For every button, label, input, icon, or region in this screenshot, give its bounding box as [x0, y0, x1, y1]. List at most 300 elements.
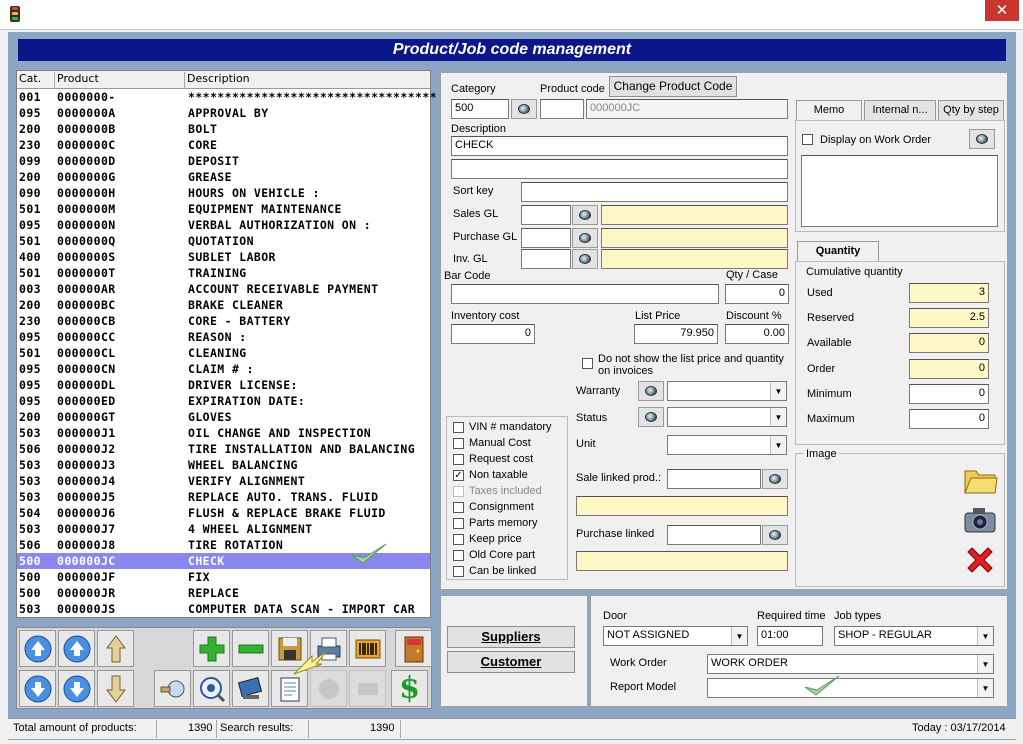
cell-cat: 095	[19, 362, 41, 376]
page-up-icon[interactable]	[19, 630, 56, 667]
cell-description: DEPOSIT	[188, 154, 240, 168]
table-row[interactable]	[17, 377, 430, 393]
option-checkbox-label: Consignment	[469, 501, 534, 513]
disabled-tool-icon-2	[349, 670, 386, 707]
table-row[interactable]	[17, 233, 430, 249]
discount-field[interactable]: 0.00	[725, 324, 789, 344]
option-checkbox[interactable]: ✓	[454, 470, 463, 481]
quantity-panel	[795, 261, 1005, 445]
warranty-label: Warranty	[576, 385, 621, 397]
available-field: 0	[909, 333, 989, 353]
cell-description: FIX	[188, 570, 210, 584]
order-field: 0	[909, 359, 989, 379]
lookup-icon	[518, 104, 530, 114]
unit-label: Unit	[576, 438, 596, 450]
status-bar	[8, 718, 1016, 739]
cell-product: 000000CC	[57, 330, 116, 344]
cell-product: 000000JF	[57, 570, 116, 584]
sale-linked-field[interactable]	[667, 469, 761, 489]
memo-panel	[795, 120, 1005, 232]
work-order-value: WORK ORDER	[711, 657, 788, 669]
cell-cat: 506	[19, 538, 41, 552]
cell-description: GREASE	[188, 170, 232, 184]
cell-product: 0000000G	[57, 170, 116, 184]
table-row[interactable]	[17, 473, 430, 489]
cell-product: 000000J5	[57, 490, 116, 504]
cumulative-quantity-label: Cumulative quantity	[806, 266, 903, 278]
purchase-linked-field[interactable]	[667, 525, 761, 545]
lookup-icon	[976, 134, 988, 144]
cell-description: SUBLET LABOR	[188, 250, 276, 264]
table-row[interactable]	[17, 425, 430, 441]
description-field[interactable]: CHECK	[451, 136, 788, 156]
status-label: Status	[576, 412, 608, 424]
product-code-label: Product code	[540, 83, 605, 95]
purchase-gl-lookup-button[interactable]	[572, 228, 598, 248]
product-list[interactable]	[16, 70, 438, 618]
cell-description: TRAINING	[188, 266, 247, 280]
table-row[interactable]	[17, 457, 430, 473]
category-field[interactable]: 500	[451, 99, 509, 119]
search-results-label: Search results:	[220, 722, 294, 734]
sort-key-label: Sort key	[453, 185, 494, 197]
cell-description: VERBAL AUTHORIZATION ON :	[188, 218, 372, 232]
table-row[interactable]	[17, 345, 430, 361]
table-row[interactable]	[17, 313, 430, 329]
option-checkbox-label: Request cost	[469, 453, 534, 465]
table-row[interactable]	[17, 265, 430, 281]
cell-cat: 095	[19, 106, 41, 120]
inv-gl-label: Inv. GL	[453, 253, 488, 265]
option-checkbox	[453, 486, 464, 497]
category-lookup-button[interactable]	[511, 99, 537, 119]
chevron-down-icon: ▼	[770, 408, 786, 426]
table-row[interactable]	[17, 601, 430, 617]
bar-code-field[interactable]	[451, 284, 719, 304]
cell-description: ACCOUNT RECEIVABLE PAYMENT	[188, 282, 379, 296]
report-model-label: Report Model	[610, 681, 677, 693]
cell-product: 000000J6	[57, 506, 116, 520]
sales-gl-lookup-button[interactable]	[572, 205, 598, 225]
work-order-panel	[590, 595, 1008, 707]
maximum-label: Maximum	[807, 413, 855, 425]
cell-description: CLAIM # :	[188, 362, 254, 376]
discount-label: Discount %	[726, 310, 782, 322]
cell-description: 4 WHEEL ALIGNMENT	[188, 522, 313, 536]
table-row[interactable]	[17, 585, 430, 601]
option-checkbox-label: Manual Cost	[469, 437, 531, 449]
cell-description: CLEANING	[188, 346, 247, 360]
minimum-label: Minimum	[807, 388, 852, 400]
cell-cat: 095	[19, 330, 41, 344]
cell-description: OIL CHANGE AND INSPECTION	[188, 426, 372, 440]
search-results-value: 1390	[370, 722, 395, 734]
list-price-label: List Price	[635, 310, 681, 322]
maximum-field[interactable]: 0	[909, 409, 989, 429]
job-types-label: Job types	[834, 610, 882, 622]
inventory-cost-field[interactable]: 0	[451, 324, 535, 344]
purchase-gl-field[interactable]	[521, 228, 571, 248]
cell-product: 0000000S	[57, 250, 116, 264]
cell-description: TIRE INSTALLATION AND BALANCING	[188, 442, 416, 456]
cell-description: DRIVER LICENSE:	[188, 378, 298, 392]
cell-cat: 400	[19, 250, 41, 264]
checkmark-icon	[350, 541, 388, 567]
product-code-display: 000000JC	[586, 99, 788, 119]
remove-icon[interactable]	[232, 630, 269, 667]
option-checkbox-label: Taxes included	[469, 485, 542, 497]
door-value: NOT ASSIGNED	[607, 629, 690, 641]
lookup-icon	[579, 210, 591, 220]
lookup-icon	[645, 386, 657, 396]
status-dropdown[interactable]	[667, 407, 787, 427]
image-panel	[795, 448, 1005, 587]
option-checkbox-label: VIN # mandatory	[469, 421, 552, 433]
cell-cat: 200	[19, 410, 41, 424]
chevron-down-icon: ▼	[977, 679, 993, 697]
barcode-icon[interactable]	[349, 630, 386, 667]
cell-cat: 503	[19, 490, 41, 504]
cell-cat: 503	[19, 602, 41, 616]
table-row[interactable]	[17, 393, 430, 409]
table-row[interactable]	[17, 441, 430, 457]
memo-lookup-button[interactable]	[969, 129, 995, 149]
window-titlebar	[0, 0, 1023, 30]
table-row[interactable]	[17, 409, 430, 425]
cell-cat: 503	[19, 426, 41, 440]
column-header-description[interactable]: Description	[187, 72, 250, 85]
cell-description: HOURS ON VEHICLE :	[188, 186, 320, 200]
chevron-down-icon: ▼	[977, 627, 993, 645]
preview-eye-icon[interactable]	[193, 670, 230, 707]
list-header	[17, 71, 430, 89]
cell-cat: 200	[19, 170, 41, 184]
sale-linked-label: Sale linked prod.:	[576, 472, 661, 484]
option-checkbox[interactable]	[453, 534, 464, 545]
cell-cat: 099	[19, 154, 41, 168]
cell-product: 000000J1	[57, 426, 116, 440]
option-checkbox[interactable]	[453, 550, 464, 561]
dollar-icon[interactable]: $	[391, 670, 428, 707]
cell-cat: 200	[19, 122, 41, 136]
cell-description: CORE	[188, 138, 218, 152]
column-header-cat[interactable]: Cat.	[19, 72, 55, 88]
table-row[interactable]	[17, 201, 430, 217]
table-row[interactable]	[17, 217, 430, 233]
cell-description: BOLT	[188, 122, 218, 136]
table-row[interactable]	[17, 185, 430, 201]
list-rows	[17, 89, 438, 617]
available-label: Available	[807, 337, 852, 349]
cell-product: 0000000N	[57, 218, 116, 232]
cell-product: 000000JS	[57, 602, 116, 616]
memo-textarea[interactable]	[801, 155, 998, 227]
inventory-cost-label: Inventory cost	[451, 310, 520, 322]
list-toolbar	[16, 627, 432, 709]
options-checkbox-group	[446, 416, 568, 580]
cell-product: 0000000-	[57, 90, 116, 104]
product-code-field[interactable]	[540, 99, 584, 119]
option-checkbox[interactable]	[453, 518, 464, 529]
cell-product: 000000AR	[57, 282, 116, 296]
cell-cat: 500	[19, 554, 41, 568]
option-checkbox-label: Keep price	[469, 533, 522, 545]
tab-memo[interactable]: Memo	[796, 100, 862, 120]
cell-product: 000000ED	[57, 394, 116, 408]
warranty-dropdown[interactable]	[667, 381, 787, 401]
table-row[interactable]	[17, 169, 430, 185]
purchase-gl-label: Purchase GL	[453, 231, 518, 243]
traffic-light-icon	[10, 6, 20, 22]
total-products-value: 1390	[188, 722, 213, 734]
cell-description: **********************************	[188, 90, 438, 104]
chevron-down-icon: ▼	[770, 436, 786, 454]
cell-description: CORE - BATTERY	[188, 314, 291, 328]
cell-product: 0000000Q	[57, 234, 116, 248]
inv-gl-field[interactable]	[521, 249, 571, 269]
cell-product: 0000000D	[57, 154, 116, 168]
cell-cat: 095	[19, 378, 41, 392]
cell-description: GLOVES	[188, 410, 232, 424]
row-down-icon[interactable]	[58, 670, 95, 707]
lookup-icon	[579, 254, 591, 264]
work-order-label: Work Order	[610, 657, 667, 669]
table-row[interactable]	[17, 121, 430, 137]
chevron-down-icon: ▼	[770, 382, 786, 400]
cell-product: 000000J2	[57, 442, 116, 456]
status-lookup-button[interactable]	[638, 407, 664, 427]
option-checkbox-label: Can be linked	[469, 565, 537, 577]
sort-key-field[interactable]	[521, 182, 788, 202]
cell-product: 0000000H	[57, 186, 116, 200]
option-checkbox[interactable]	[453, 566, 464, 577]
cell-cat: 501	[19, 346, 41, 360]
cell-cat: 503	[19, 522, 41, 536]
cell-product: 000000J3	[57, 458, 116, 472]
lookup-icon	[769, 474, 781, 484]
window-close-button[interactable]: ✕	[985, 0, 1019, 21]
used-label: Used	[807, 287, 833, 299]
cell-description: BRAKE CLEANER	[188, 298, 284, 312]
table-row[interactable]	[17, 361, 430, 377]
sales-gl-description	[601, 205, 788, 225]
cell-cat: 230	[19, 138, 41, 152]
job-types-dropdown[interactable]	[834, 626, 994, 646]
cell-product: 0000000A	[57, 106, 116, 120]
image-label: Image	[806, 448, 837, 460]
table-row[interactable]	[17, 281, 430, 297]
inv-gl-description	[601, 249, 788, 269]
report-model-dropdown[interactable]	[707, 678, 994, 698]
change-product-code-button[interactable]: Change Product Code	[609, 76, 737, 97]
cell-description: EQUIPMENT MAINTENANCE	[188, 202, 342, 216]
lookup-icon	[645, 412, 657, 422]
option-checkbox-label: Parts memory	[469, 517, 538, 529]
monitor-icon[interactable]	[232, 670, 269, 707]
cell-product: 0000000T	[57, 266, 116, 280]
cell-description: APPROVAL BY	[188, 106, 269, 120]
option-checkbox[interactable]	[453, 454, 464, 465]
table-row[interactable]	[17, 297, 430, 313]
cell-product: 0000000M	[57, 202, 116, 216]
cell-cat: 501	[19, 266, 41, 280]
search-icon[interactable]	[154, 670, 191, 707]
minimum-field[interactable]: 0	[909, 384, 989, 404]
cell-cat: 501	[19, 202, 41, 216]
sales-gl-label: Sales GL	[453, 208, 499, 220]
add-icon[interactable]	[193, 630, 230, 667]
cell-cat: 003	[19, 282, 41, 296]
cell-cat: 501	[19, 234, 41, 248]
qty-case-field[interactable]: 0	[725, 284, 789, 304]
option-checkbox-label: Old Core part	[469, 549, 536, 561]
cell-cat: 230	[19, 314, 41, 328]
cell-cat: 506	[19, 442, 41, 456]
purchase-gl-description	[601, 228, 788, 248]
order-label: Order	[807, 363, 836, 375]
tab-qty-by-step[interactable]: Qty by step	[938, 100, 1004, 120]
product-form	[440, 72, 1008, 590]
cell-product: 000000J4	[57, 474, 116, 488]
total-products-label: Total amount of products:	[13, 722, 137, 734]
door-dropdown[interactable]	[603, 626, 748, 646]
cell-product: 000000JC	[57, 554, 116, 568]
work-order-dropdown[interactable]	[707, 654, 994, 674]
door-label: Door	[603, 610, 627, 622]
cell-description: REASON :	[188, 330, 247, 344]
category-label: Category	[451, 83, 496, 95]
page-down-icon[interactable]	[19, 670, 56, 707]
chevron-down-icon: ▼	[977, 655, 993, 673]
table-row[interactable]	[17, 505, 430, 521]
lookup-icon	[769, 530, 781, 540]
cell-product: 000000BC	[57, 298, 116, 312]
table-row[interactable]	[17, 249, 430, 265]
links-panel	[440, 595, 588, 707]
inv-gl-lookup-button[interactable]	[572, 249, 598, 269]
sale-linked-lookup-button[interactable]	[762, 469, 788, 489]
option-checkbox-label: Non taxable	[469, 469, 528, 481]
cell-description: CHECK	[188, 554, 225, 568]
table-row[interactable]	[17, 329, 430, 345]
table-row[interactable]	[17, 569, 430, 585]
cell-description: TIRE ROTATION	[188, 538, 284, 552]
cell-product: 000000J7	[57, 522, 116, 536]
cell-description: EXPIRATION DATE:	[188, 394, 306, 408]
reserved-field: 2.5	[909, 308, 989, 328]
required-time-label: Required time	[757, 610, 826, 622]
option-checkbox[interactable]	[453, 422, 464, 433]
sale-linked-description	[576, 496, 788, 516]
purchase-linked-lookup-button[interactable]	[762, 525, 788, 545]
column-header-product[interactable]: Product	[57, 72, 185, 88]
cell-cat: 095	[19, 394, 41, 408]
cell-product: 000000CL	[57, 346, 116, 360]
cell-description: FLUSH & REPLACE BRAKE FLUID	[188, 506, 386, 520]
camera-icon[interactable]	[962, 502, 998, 538]
cell-cat: 500	[19, 586, 41, 600]
job-types-value: SHOP - REGULAR	[838, 629, 932, 641]
purchase-linked-description	[576, 551, 788, 571]
unit-dropdown[interactable]	[667, 435, 787, 455]
arrow-down-icon[interactable]	[97, 670, 134, 707]
option-checkbox[interactable]	[453, 438, 464, 449]
cell-description: VERIFY ALIGNMENT	[188, 474, 306, 488]
table-row[interactable]	[17, 153, 430, 169]
table-row[interactable]	[17, 105, 430, 121]
cell-description: REPLACE AUTO. TRANS. FLUID	[188, 490, 379, 504]
cell-product: 000000J8	[57, 538, 116, 552]
suppliers-button[interactable]: Suppliers	[447, 626, 575, 648]
sales-gl-field[interactable]	[521, 205, 571, 225]
cell-product: 000000CN	[57, 362, 116, 376]
bar-code-label: Bar Code	[444, 270, 491, 282]
purchase-linked-label: Purchase linked	[576, 528, 655, 540]
arrow-up-icon[interactable]	[97, 630, 134, 667]
cell-description: COMPUTER DATA SCAN - IMPORT CAR	[188, 602, 416, 616]
cell-product: 0000000B	[57, 122, 116, 136]
hide-price-checkbox[interactable]	[582, 358, 593, 369]
list-price-field[interactable]: 79.950	[634, 324, 718, 344]
row-up-icon[interactable]	[58, 630, 95, 667]
exit-door-icon[interactable]	[395, 630, 432, 667]
cell-cat: 095	[19, 218, 41, 232]
checkmark-icon	[803, 673, 841, 699]
delete-image-icon[interactable]	[962, 542, 998, 578]
cell-cat: 500	[19, 570, 41, 584]
tab-internal-notes[interactable]: Internal n...	[864, 100, 936, 120]
cell-cat: 503	[19, 458, 41, 472]
table-row[interactable]	[17, 521, 430, 537]
cell-product: 0000000C	[57, 138, 116, 152]
cell-cat: 001	[19, 90, 41, 104]
reserved-label: Reserved	[807, 312, 855, 324]
cell-product: 000000JR	[57, 586, 116, 600]
hide-price-label: Do not show the list price and quantity on invoices	[598, 353, 784, 377]
description-field-2[interactable]	[451, 159, 788, 179]
option-checkbox[interactable]	[453, 502, 464, 513]
cell-product: 000000GT	[57, 410, 116, 424]
open-folder-icon[interactable]	[962, 462, 998, 498]
cell-product: 000000DL	[57, 378, 116, 392]
description-label: Description	[451, 123, 507, 135]
cell-description: REPLACE	[188, 586, 240, 600]
pointer-arrow-icon	[292, 648, 332, 678]
display-on-wo-label: Display on Work Order	[820, 134, 932, 146]
cell-description: WHEEL BALANCING	[188, 458, 298, 472]
cell-cat: 090	[19, 186, 41, 200]
page-title: Product/Job code management	[18, 39, 1006, 61]
tab-quantity[interactable]: Quantity	[797, 241, 879, 261]
required-time-field[interactable]: 01:00	[757, 626, 823, 646]
cell-description: QUOTATION	[188, 234, 254, 248]
cell-cat: 504	[19, 506, 41, 520]
qty-case-label: Qty / Case	[726, 269, 778, 281]
display-on-wo-checkbox[interactable]	[802, 134, 813, 145]
chevron-down-icon: ▼	[731, 627, 747, 645]
customer-button[interactable]: Customer	[447, 651, 575, 673]
cell-product: 000000CB	[57, 314, 116, 328]
lookup-icon	[579, 233, 591, 243]
used-field: 3	[909, 283, 989, 303]
table-row[interactable]	[17, 489, 430, 505]
table-row[interactable]	[17, 89, 438, 105]
warranty-lookup-button[interactable]	[638, 381, 664, 401]
cell-cat: 200	[19, 298, 41, 312]
cell-cat: 503	[19, 474, 41, 488]
today-date: Today : 03/17/2014	[912, 722, 1006, 734]
table-row[interactable]	[17, 137, 430, 153]
